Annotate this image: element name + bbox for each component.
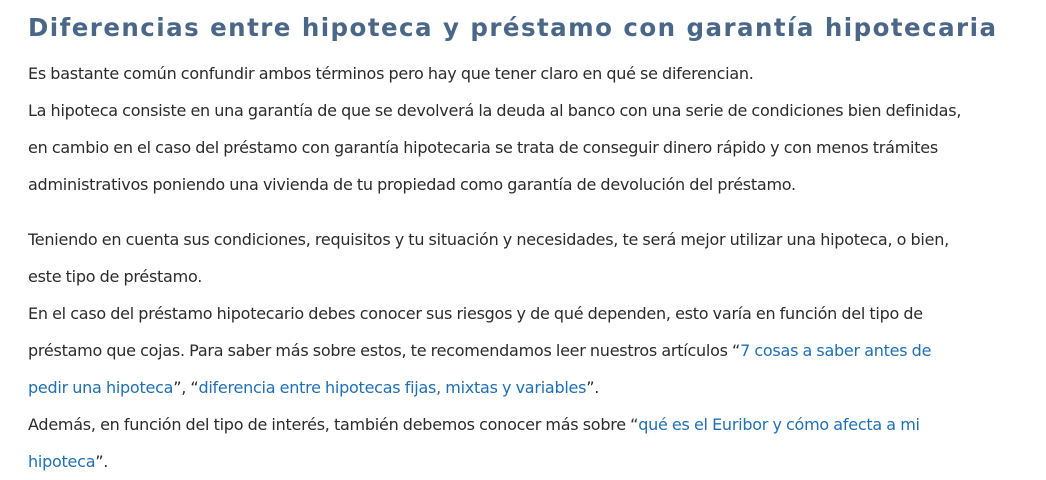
- link-diferencia-hipotecas[interactable]: diferencia entre hipotecas fijas, mixtas y variables: [198, 378, 587, 397]
- definition-line-1: La hipoteca consiste en una garantía de que se devolverá la deuda al banco con una serie de condiciones bien definidas,: [28, 101, 962, 120]
- conditions-line-2: este tipo de préstamo.: [28, 267, 203, 286]
- risks-line-1: En el caso del préstamo hipotecario debes conocer sus riesgos y de qué dependen, esto varía en función del tipo de: [28, 304, 923, 323]
- risks-paragraph: [28, 295, 1040, 406]
- article-heading: Diferencias entre hipoteca y préstamo con garantía hipotecaria: [28, 13, 998, 42]
- link-euribor-part-1[interactable]: qué es el Euribor y cómo afecta a mi: [638, 415, 920, 434]
- definition-line-3: administrativos poniendo una vivienda de tu propiedad como garantía de devolución del préstamo.: [28, 175, 796, 194]
- article-content: [28, 10, 1040, 480]
- link-euribor-part-2[interactable]: hipoteca: [28, 452, 96, 471]
- risks-line-2-text: préstamo que cojas. Para saber más sobre estos, te recomendamos leer nuestros artículos “: [28, 341, 741, 360]
- intro-paragraph: [28, 55, 1040, 92]
- conditions-line-1: Teniendo en cuenta sus condiciones, requisitos y tu situación y necesidades, te será mejor utilizar una hipoteca, o bien,: [28, 230, 949, 249]
- euribor-line-1-text: Además, en función del tipo de interés, también debemos conocer más sobre “: [28, 415, 639, 434]
- euribor-paragraph: [28, 406, 1040, 480]
- definition-paragraph: [28, 92, 1040, 203]
- risks-between-links: ”, “: [173, 378, 199, 397]
- risks-end: ”.: [586, 378, 600, 397]
- conditions-paragraph: [28, 221, 1040, 295]
- link-7-cosas-part-1[interactable]: 7 cosas a saber antes de: [740, 341, 932, 360]
- euribor-end: ”.: [95, 452, 109, 471]
- definition-line-2: en cambio en el caso del préstamo con garantía hipotecaria se trata de conseguir dinero rápido y con menos trámites: [28, 138, 938, 157]
- link-7-cosas-part-2[interactable]: pedir una hipoteca: [28, 378, 174, 397]
- intro-line-1: Es bastante común confundir ambos términos pero hay que tener claro en qué se diferencian.: [28, 64, 754, 83]
